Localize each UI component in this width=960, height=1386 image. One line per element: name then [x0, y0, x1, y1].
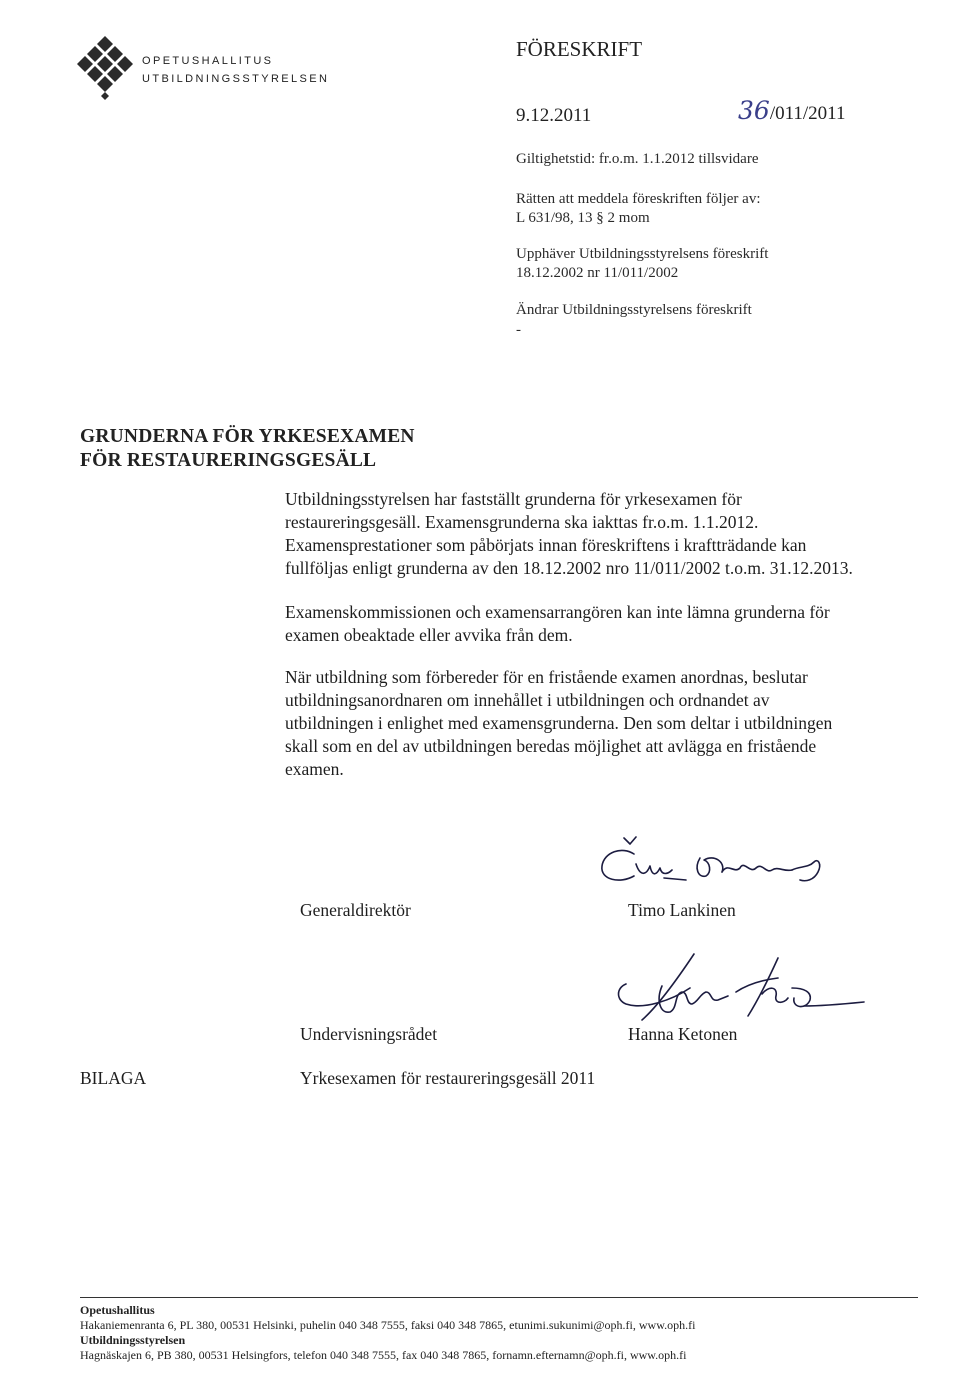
para1-line: restaureringsgesäll. Examensgrunderna ska iakttas fr.o.m. 1.1.2012.: [285, 512, 759, 532]
appendix-value: Yrkesexamen för restaureringsgesäll 2011: [300, 1068, 596, 1088]
doc-type: FÖRESKRIFT: [516, 37, 643, 61]
para3-line: utbildningen i enlighet med examensgrunderna. Den som deltar i utbildningen: [285, 713, 833, 733]
signatory-1-name: Timo Lankinen: [628, 900, 736, 920]
signatory-1-title: Generaldirektör: [300, 900, 411, 920]
validity: Giltighetstid: fr.o.m. 1.1.2012 tillsvidare: [516, 151, 759, 167]
reference-suffix: /011/2011: [769, 103, 846, 124]
para3-line: utbildningsanordnaren om innehållet i utbildningen och ordnandet av: [285, 690, 770, 710]
footer-org-2-address: Hagnäskajen 6, PB 380, 00531 Helsingfors, telefon 040 348 7555, fax 040 348 7865, fornamn.efternamn@oph.fi, www.oph.fi: [80, 1348, 687, 1362]
repeals-label: Upphäver Utbildningsstyrelsens föreskrift: [516, 246, 769, 262]
para3-line: examen.: [285, 759, 344, 779]
org-name-block: [142, 52, 329, 88]
para1-line: Utbildningsstyrelsen har fastställt grunderna för yrkesexamen för: [285, 489, 742, 509]
handwritten-reference-number: 36: [738, 96, 770, 125]
footer-org-1-name: Opetushallitus: [80, 1303, 155, 1317]
diamond-logo-icon: [76, 34, 134, 102]
document-title: [80, 425, 415, 473]
footer-org-1-address: Hakaniemenranta 6, PL 380, 00531 Helsinki, puhelin 040 348 7555, faksi 040 348 7865, etunimi.sukunimi@oph.fi, www.oph.fi: [80, 1318, 696, 1332]
paragraph-3: [285, 666, 905, 781]
para2-line: examen obeaktade eller avvika från dem.: [285, 625, 573, 645]
amends-value: -: [516, 322, 521, 338]
para1-line: Examensprestationer som påbörjats innan föreskriftens i kraftträdande kan: [285, 535, 807, 555]
appendix-label: BILAGA: [80, 1068, 147, 1088]
signature-timo-lankinen: [594, 832, 834, 894]
footer: [80, 1303, 940, 1363]
title-line-2: FÖR RESTAURERINGSGESÄLL: [80, 450, 377, 471]
logo: [76, 34, 134, 102]
title-line-1: GRUNDERNA FÖR YRKESEXAMEN: [80, 426, 415, 447]
para1-line: fullföljas enligt grunderna av den 18.12.2002 nro 11/011/2002 t.o.m. 31.12.2013.: [285, 558, 853, 578]
org-name-sv: UTBILDNINGSSTYRELSEN: [142, 73, 330, 85]
para3-line: skall som en del av utbildningen beredas möjlighet att avlägga en fristående: [285, 736, 817, 756]
para3-line: När utbildning som förbereder för en fristående examen anordnas, beslutar: [285, 667, 808, 687]
amends-label: Ändrar Utbildningsstyrelsens föreskrift: [516, 302, 752, 318]
signatory-2-name: Hanna Ketonen: [628, 1024, 738, 1044]
footer-org-2-name: Utbildningsstyrelsen: [80, 1333, 186, 1347]
repeals-value: 18.12.2002 nr 11/011/2002: [516, 265, 679, 281]
paragraph-1: [285, 488, 905, 580]
signature-hanna-ketonen: [608, 948, 870, 1026]
para2-line: Examenskommissionen och examensarrangören kan inte lämna grunderna för: [285, 602, 830, 622]
footer-divider: [80, 1297, 918, 1298]
signatory-2-title: Undervisningsrådet: [300, 1024, 438, 1044]
authority-value: L 631/98, 13 § 2 mom: [516, 210, 650, 226]
doc-reference: [738, 96, 845, 125]
authority-label: Rätten att meddela föreskriften följer av:: [516, 191, 761, 207]
paragraph-2: [285, 601, 905, 647]
doc-date: 9.12.2011: [516, 105, 592, 126]
org-name-fi: OPETUSHALLITUS: [142, 55, 274, 67]
